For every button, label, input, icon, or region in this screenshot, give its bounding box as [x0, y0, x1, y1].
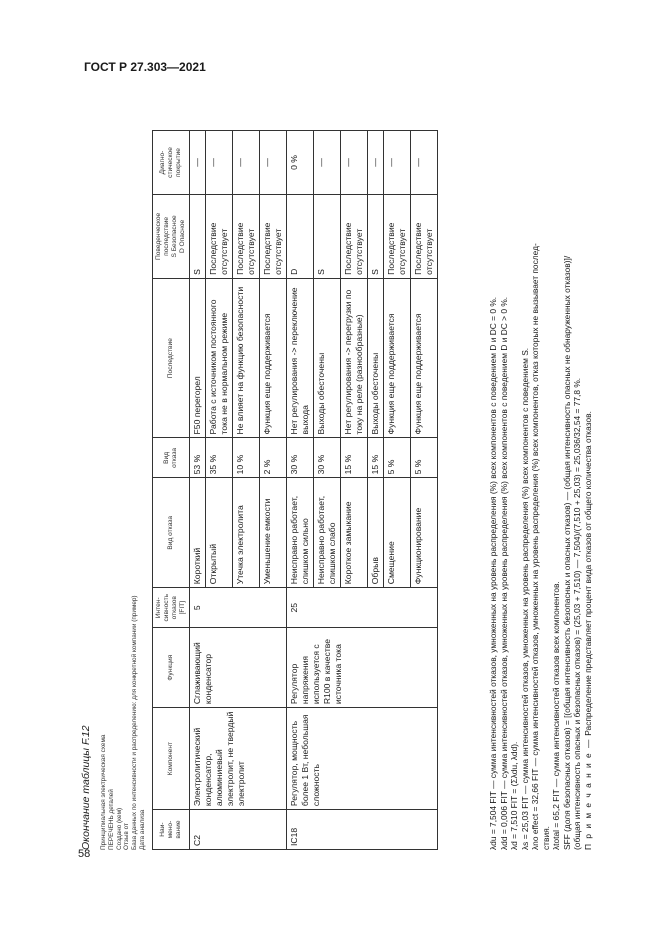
table-caption: Окончание таблицы F.12 [80, 725, 92, 850]
designation-cell: C2 [190, 810, 287, 850]
dc-cell: — [384, 131, 411, 195]
behavior-cell: D [287, 194, 314, 278]
function-cell: Регулятор напряжения используется с R100 в качестве источника тока [287, 628, 438, 708]
note-label: П р и м е ч а н и е — [582, 738, 593, 850]
dc-cell: — [368, 131, 384, 195]
effect-cell: Выходы обесточены [368, 278, 384, 438]
distribution-cell: 30 % [287, 438, 314, 478]
dc-cell: — [341, 131, 368, 195]
note-line: ствия. [540, 825, 551, 850]
fmeda-table [152, 130, 438, 850]
effect-cell: Работа с источником постоянного тока не в нормальном режиме [206, 278, 233, 438]
col-header: Функция [153, 628, 190, 708]
header-line: ПЕРЕЧЕНЬ деталей [107, 789, 115, 850]
rotated-landscape-region [78, 100, 598, 850]
header-line: База данных по интенсивности и распределению: для конкретной компании (пример) [131, 595, 139, 850]
effect-cell: Нет регулирования -> перегрузки по току на реле (разнообразные) [341, 278, 368, 438]
note-text: Распределение представляет процент вида отказов от общего количества отказов. [582, 411, 593, 736]
failure-mode-cell: Функционирование [411, 478, 438, 588]
dc-cell: — [206, 131, 233, 195]
note-line: λdd = 0,006 FIT — сумма интенсивностей отказов, умноженных на уровень распределения (%) всех компонентов с поведением D и DC > 0 %. [498, 296, 509, 850]
dc-cell: 0 % [287, 131, 314, 195]
failure-rate-cell: 25 [287, 588, 438, 628]
note-line: λno effect = 32,66 FIT — сумма интенсивностей отказов, умноженных на уровень распределения (%) всех компонентов, отказ которых не вызывает послед- [530, 243, 540, 850]
effect-cell: Нет регулирования -> переключение выхода [287, 278, 314, 438]
header-line: Принципиальная электрическая схема [100, 734, 107, 850]
page-title: ГОСТ Р 27.303—2021 [84, 60, 206, 74]
function-cell: Сглаживающий конденсатор [190, 628, 287, 708]
note-line: (общая интенсивность опасных и безопасных отказов) = (25,03 + 7,510) — 7,504)/(7,510 + 25,03) = 25,036/32,54 = 77,8 %. [572, 377, 582, 850]
behavior-cell: Последствие отсутствует [233, 194, 260, 278]
effect-cell: Функция еще поддерживается [260, 278, 287, 438]
dc-cell: — [260, 131, 287, 195]
col-header: Наи- мено- вание [153, 810, 190, 850]
effect-cell: Функция еще поддерживается [384, 278, 411, 438]
behavior-cell: Последствие отсутствует [206, 194, 233, 278]
failure-mode-cell: Утечка электролита [233, 478, 260, 588]
note-line: λtotal = 65,2 FIT — сумма интенсивностей отказов всех компонентов. [551, 581, 561, 850]
distribution-cell: 5 % [411, 438, 438, 478]
header-row [153, 131, 190, 850]
failure-mode-cell: Неисправно работает, слишком слабо [314, 478, 341, 588]
distribution-cell: 2 % [260, 438, 287, 478]
col-header: Диагно- стическое покрытие [153, 131, 190, 195]
failure-mode-cell: Короткое замыкание [341, 478, 368, 588]
col-header: Поведенческое последствие S Безопасное D Опасное [153, 194, 190, 278]
note-line: SFF (доля безопасных отказов) = [(общая интенсивность безопасных и опасных отказов) — (общая интенсивность опасных не обнаруженных отказов)]/ [561, 255, 572, 850]
effect-cell: Не влияет на функцию безопасности [233, 278, 260, 438]
note-line: λd = 7,510 FIT = (Σλdu, λdd). [509, 741, 519, 850]
note-line: λs = 25,03 FIT — сумма интенсивностей отказов, умноженных на уровень распределения (%) всех компонентов с поведением S. [519, 347, 530, 850]
table-row [190, 131, 206, 850]
dc-cell: — [233, 131, 260, 195]
behavior-cell: Последствие отсутствует [341, 194, 368, 278]
analysis-header [100, 595, 147, 850]
col-header: Компонент [153, 708, 190, 810]
distribution-cell: 35 % [206, 438, 233, 478]
notes-block [488, 110, 593, 850]
behavior-cell: Последствие отсутствует [411, 194, 438, 278]
header-line: Отзыв от [123, 823, 131, 850]
effect-cell: Функция еще поддерживается [411, 278, 438, 438]
col-header: Вид отказа [153, 438, 190, 478]
effect-cell: Выходы обесточены [314, 278, 341, 438]
behavior-cell: S [314, 194, 341, 278]
distribution-cell: 53 % [190, 438, 206, 478]
header-line: Создано (кем) [115, 807, 123, 850]
note-line: λdu = 7,504 FIT — сумма интенсивностей отказов, умноженных на уровень распределения (%) всех компонентов с поведением D и DC = 0 %. [488, 296, 498, 850]
behavior-cell: Последствие отсутствует [260, 194, 287, 278]
note-line [583, 110, 594, 850]
page-number: 58 [78, 848, 91, 860]
component-cell: Регулятор, мощность более 1 Вт, небольшая сложность [287, 708, 438, 810]
behavior-cell: S [368, 194, 384, 278]
effect-cell: F50 перегорел [190, 278, 206, 438]
failure-mode-cell: Короткий [190, 478, 206, 588]
failure-mode-cell: Обрыв [368, 478, 384, 588]
distribution-cell: 10 % [233, 438, 260, 478]
failure-rate-cell: 5 [190, 588, 287, 628]
failure-mode-cell: Уменьшение емкости [260, 478, 287, 588]
behavior-cell: S [190, 194, 206, 278]
failure-mode-cell: Открытый [206, 478, 233, 588]
component-cell: Электролитический конденсатор, алюминиевый электролит, не твердый электролит [190, 708, 287, 810]
col-header: Последствие [153, 278, 190, 438]
col-header: Вид отказа [153, 478, 190, 588]
dc-cell: — [411, 131, 438, 195]
header-line: Дата анализа [138, 809, 146, 850]
table-row [287, 131, 314, 850]
dc-cell: — [190, 131, 206, 195]
designation-cell: IC18 [287, 810, 438, 850]
behavior-cell: Последствие отсутствует [384, 194, 411, 278]
dc-cell: — [314, 131, 341, 195]
col-header: Интен- сивность отказов [FIT] [153, 588, 190, 628]
distribution-cell: 30 % [314, 438, 341, 478]
distribution-cell: 5 % [384, 438, 411, 478]
failure-mode-cell: Смещение [384, 478, 411, 588]
distribution-cell: 15 % [368, 438, 384, 478]
distribution-cell: 15 % [341, 438, 368, 478]
failure-mode-cell: Неисправно работает, слишком сильно [287, 478, 314, 588]
